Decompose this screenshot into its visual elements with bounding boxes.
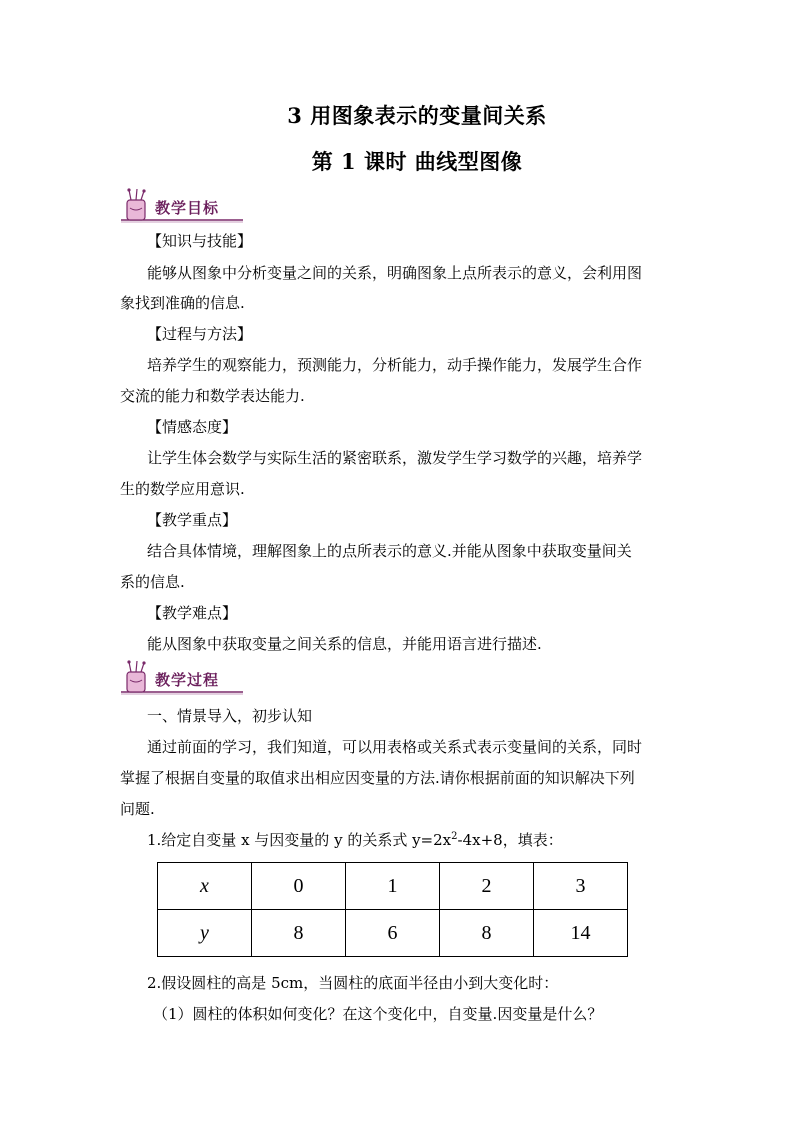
knowledge-heading: 【知识与技能】 bbox=[147, 232, 253, 250]
question-1 bbox=[147, 830, 707, 850]
table-cell: 0 bbox=[252, 863, 346, 910]
table-cell: y bbox=[158, 910, 252, 957]
objectives-badge-label: 教学目标 bbox=[155, 199, 220, 217]
process-badge-label: 教学过程 bbox=[155, 671, 220, 689]
table-row bbox=[158, 863, 628, 910]
section-1-heading: 一、情景导入，初步认知 bbox=[147, 707, 313, 725]
value-table bbox=[157, 862, 628, 957]
attitude-text-2: 生的数学应用意识. bbox=[120, 480, 245, 498]
table-cell: 6 bbox=[346, 910, 440, 957]
process-method-heading: 【过程与方法】 bbox=[147, 325, 253, 343]
table-row bbox=[158, 910, 628, 957]
table-cell: x bbox=[158, 863, 252, 910]
knowledge-text-1: 能够从图象中分析变量之间的关系，明确图象上点所表示的意义，会利用图 bbox=[147, 264, 643, 282]
intro-text-1: 通过前面的学习，我们知道，可以用表格或关系式表示变量间的关系，同时 bbox=[147, 738, 643, 756]
table-cell: 3 bbox=[534, 863, 628, 910]
key-point-text-2: 系的信息. bbox=[120, 573, 185, 591]
difficulty-text-1: 能从图象中获取变量之间关系的信息，并能用语言进行描述. bbox=[147, 635, 542, 653]
question-2-1: （1）圆柱的体积如何变化？在这个变化中，自变量.因变量是什么？ bbox=[153, 1005, 603, 1023]
difficulty-heading: 【教学难点】 bbox=[147, 604, 238, 622]
question-1-prefix: 1.给定自变量 x 与因变量的 y 的关系式 y=2x bbox=[147, 831, 452, 849]
table-cell: 8 bbox=[252, 910, 346, 957]
question-1-suffix: -4x+8，填表： bbox=[457, 831, 563, 849]
attitude-heading: 【情感态度】 bbox=[147, 418, 238, 436]
key-point-text-1: 结合具体情境，理解图象上的点所表示的意义.并能从图象中获取变量间关 bbox=[147, 542, 632, 560]
key-point-heading: 【教学重点】 bbox=[147, 511, 238, 529]
objectives-badge bbox=[117, 188, 247, 228]
table-cell: 14 bbox=[534, 910, 628, 957]
intro-text-2: 掌握了根据自变量的取值求出相应因变量的方法.请你根据前面的知识解决下列 bbox=[120, 769, 635, 787]
lesson-title: 3 用图象表示的变量间关系 bbox=[287, 103, 547, 128]
intro-text-3: 问题. bbox=[120, 800, 155, 818]
process-method-text-2: 交流的能力和数学表达能力. bbox=[120, 387, 305, 405]
table-cell: 2 bbox=[440, 863, 534, 910]
table-cell: 1 bbox=[346, 863, 440, 910]
table-cell: 8 bbox=[440, 910, 534, 957]
process-badge bbox=[117, 660, 247, 700]
knowledge-text-2: 象找到准确的信息. bbox=[120, 294, 245, 312]
question-1-exponent: 2 bbox=[451, 831, 458, 842]
process-method-text-1: 培养学生的观察能力，预测能力，分析能力，动手操作能力，发展学生合作 bbox=[147, 356, 643, 374]
attitude-text-1: 让学生体会数学与实际生活的紧密联系，激发学生学习数学的兴趣，培养学 bbox=[147, 449, 643, 467]
question-2: 2.假设圆柱的高是 5cm，当圆柱的底面半径由小到大变化时： bbox=[147, 974, 559, 992]
lesson-subtitle: 第 1 课时 曲线型图像 bbox=[311, 149, 523, 174]
